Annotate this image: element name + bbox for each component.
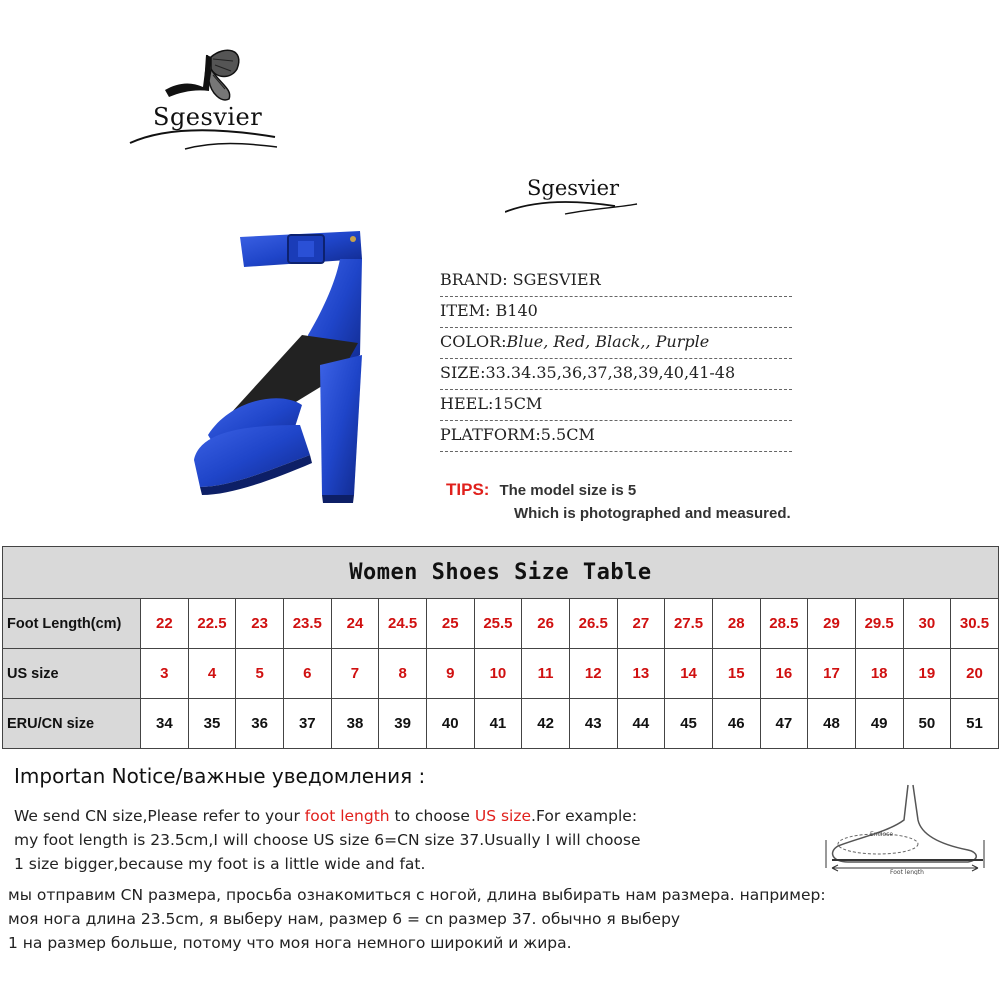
notice-russian [8, 883, 826, 955]
size-cell: 13 [617, 649, 665, 699]
spec-row-color [440, 328, 792, 359]
foot-length-label: Foot length [890, 869, 924, 875]
size-cell: 20 [951, 649, 999, 699]
notice-en-line3: 1 size bigger,because my foot is a little wide and fat. [14, 855, 426, 873]
notice-ru-line1: мы отправим CN размера, просьба ознакомиться с ногой, длина выбирать нам размера. например: [8, 886, 826, 904]
brand-logo [125, 45, 285, 155]
foot-diagram [818, 780, 988, 875]
size-cell: 10 [474, 649, 522, 699]
size-table-title: Women Shoes Size Table [3, 547, 999, 599]
size-cell: 46 [712, 699, 760, 749]
size-cell: 50 [903, 699, 951, 749]
size-row-label: ERU/CN size [3, 699, 141, 749]
notice-text: .For example: [531, 807, 638, 825]
size-cell: 26 [522, 599, 570, 649]
size-cell: 24.5 [379, 599, 427, 649]
sandal-icon [190, 225, 390, 515]
size-cell: 49 [855, 699, 903, 749]
size-cell: 42 [522, 699, 570, 749]
spec-list [440, 266, 792, 452]
size-cell: 16 [760, 649, 808, 699]
size-cell: 5 [236, 649, 284, 699]
spec-row-item [440, 297, 792, 328]
size-cell: 7 [331, 649, 379, 699]
size-cell: 41 [474, 699, 522, 749]
size-cell: 47 [760, 699, 808, 749]
size-cell: 51 [951, 699, 999, 749]
size-cell: 30 [903, 599, 951, 649]
size-cell: 19 [903, 649, 951, 699]
tips-label: TIPS: [446, 480, 490, 499]
size-cell: 9 [426, 649, 474, 699]
size-cell: 25.5 [474, 599, 522, 649]
notice-en-line2: my foot length is 23.5cm,I will choose US size 6=CN size 37.Usually I will choose [14, 831, 641, 849]
tips-line2: Which is photographed and measured. [514, 505, 791, 522]
size-cell: 12 [569, 649, 617, 699]
size-row-label: US size [3, 649, 141, 699]
brand-logo-text: Sgesvier [153, 103, 263, 131]
foot-measure-icon [818, 780, 988, 875]
notice-ru-line3: 1 на размер больше, потому что моя нога немного широкий и жира. [8, 934, 572, 952]
notice-text: We send CN size,Please refer to your [14, 807, 305, 825]
size-table [2, 546, 999, 749]
notice-highlight: US size [474, 807, 532, 825]
spec-key: COLOR: [440, 332, 507, 351]
size-cell: 34 [141, 699, 189, 749]
size-cell: 14 [665, 649, 713, 699]
size-table-row [3, 599, 999, 649]
size-cell: 35 [188, 699, 236, 749]
spec-key: PLATFORM: [440, 425, 541, 444]
notice-highlight: foot length [304, 807, 390, 825]
size-table-row [3, 699, 999, 749]
size-cell: 40 [426, 699, 474, 749]
size-cell: 38 [331, 699, 379, 749]
spec-value: 33.34.35,36,37,38,39,40,41-48 [485, 363, 736, 382]
size-cell: 29.5 [855, 599, 903, 649]
size-cell: 43 [569, 699, 617, 749]
notice-title: Importan Notice/важные уведомления : [14, 764, 426, 788]
size-cell: 8 [379, 649, 427, 699]
spec-key: SIZE: [440, 363, 486, 382]
spec-row-brand [440, 266, 792, 297]
size-cell: 6 [283, 649, 331, 699]
size-cell: 29 [808, 599, 856, 649]
size-cell: 22.5 [188, 599, 236, 649]
size-cell: 15 [712, 649, 760, 699]
foot-enclose-label: Enclose [870, 831, 894, 838]
brand-logo-small [505, 170, 645, 220]
tips [446, 480, 791, 522]
size-cell: 22 [141, 599, 189, 649]
spec-value: 15CM [493, 394, 543, 413]
size-cell: 23.5 [283, 599, 331, 649]
size-cell: 25 [426, 599, 474, 649]
size-cell: 23 [236, 599, 284, 649]
size-cell: 3 [141, 649, 189, 699]
size-cell: 17 [808, 649, 856, 699]
spec-key: BRAND: [440, 270, 508, 289]
size-cell: 45 [665, 699, 713, 749]
spec-value: Blue, Red, Black,, Purple [506, 332, 710, 351]
spec-value: B140 [495, 301, 538, 320]
notice-ru-line2: моя нога длина 23.5cm, я выберу нам, размер 6 = cn размер 37. обычно я выберу [8, 910, 681, 928]
spec-key: ITEM: [440, 301, 491, 320]
tips-line1: The model size is 5 [499, 482, 637, 499]
notice-en-line1 [14, 804, 641, 828]
size-cell: 28 [712, 599, 760, 649]
brand-logo-small-text: Sgesvier [527, 176, 620, 200]
size-row-label: Foot Length(cm) [3, 599, 141, 649]
size-cell: 36 [236, 699, 284, 749]
size-cell: 4 [188, 649, 236, 699]
size-cell: 48 [808, 699, 856, 749]
size-cell: 27 [617, 599, 665, 649]
size-cell: 37 [283, 699, 331, 749]
size-cell: 11 [522, 649, 570, 699]
notice-text: to choose [389, 807, 475, 825]
spec-value: SGESVIER [512, 270, 601, 289]
size-cell: 44 [617, 699, 665, 749]
size-cell: 27.5 [665, 599, 713, 649]
spec-row-size [440, 359, 792, 390]
size-table-row [3, 649, 999, 699]
product-image [190, 225, 390, 515]
size-cell: 28.5 [760, 599, 808, 649]
butterfly-heel-icon [125, 45, 285, 155]
size-cell: 18 [855, 649, 903, 699]
spec-row-platform [440, 421, 792, 452]
size-cell: 30.5 [951, 599, 999, 649]
notice-english [14, 804, 641, 876]
size-cell: 39 [379, 699, 427, 749]
spec-value: 5.5CM [540, 425, 595, 444]
spec-key: HEEL: [440, 394, 494, 413]
size-cell: 24 [331, 599, 379, 649]
spec-row-heel [440, 390, 792, 421]
size-cell: 26.5 [569, 599, 617, 649]
